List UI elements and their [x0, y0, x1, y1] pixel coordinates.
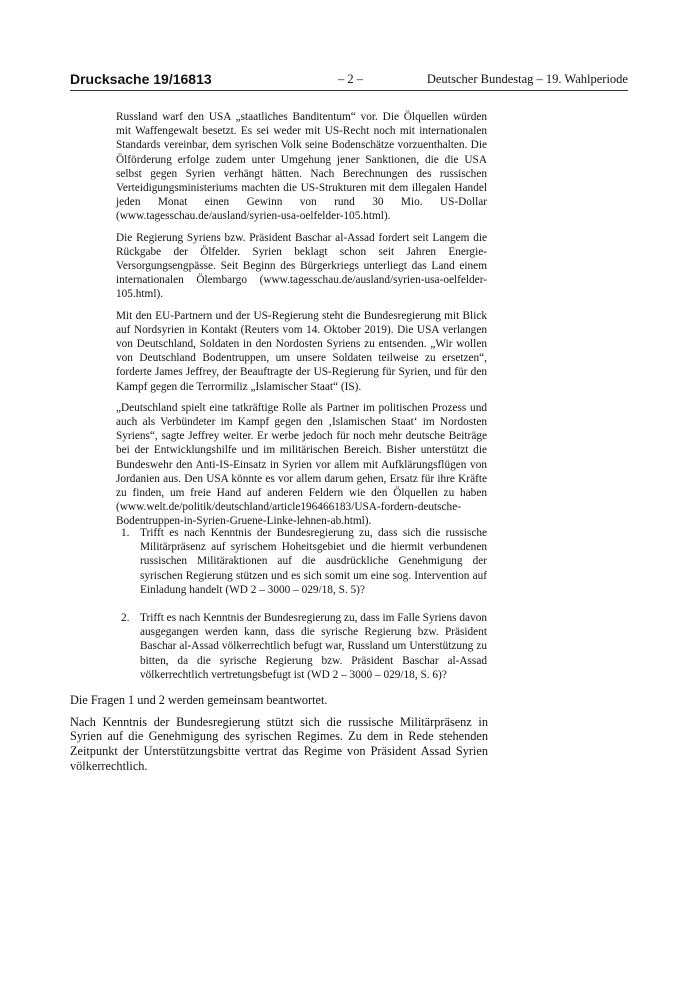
- preamble-paragraph: Russland warf den USA „staatliches Banditentum“ vor. Die Ölquellen würden mit Waffengewalt besetzt. Es sei weder mit US-Recht noch mit internationalen Standards vereinbar, dem syrischen Volk seine Bodenschätze vorzuenthalten. Die Ölförderung erfolge zudem unter Umgehung jener Sanktionen, die die USA selbst gegen Syrien verhängt hätten. Nach Berechnungen des russischen Verteidigungsministeriums machten die US-Strukturen mit dem illegalen Handel jeden Monat einen Gewinn von rund 30 Mio. US-Dollar (www.tagesschau.de/ausland/syrien-usa-oelfelder-105.html).: [116, 111, 487, 223]
- answer-paragraph: Die Fragen 1 und 2 werden gemeinsam beantwortet.: [70, 693, 328, 707]
- answer-section: [70, 693, 488, 781]
- page-number: – 2 –: [338, 72, 363, 86]
- preamble-paragraph: Mit den EU-Partnern und der US-Regierung steht die Bundesregierung mit Blick auf Nordsyrien in Kontakt (Reuters vom 14. Oktober 2019). Die USA verlangen von Deutschland, Soldaten in den Nordosten Syriens zu entsenden. „Wir wollen von Deutschland Bodentruppen, um unsere Soldaten teilweise zu ersetzen“, forderte James Jeffrey, der Beauftragte der US-Regierung für Syrien, und für den Kampf gegen die Terrormiliz „Islamischer Staat“ (IS).: [116, 309, 487, 393]
- question-item: [116, 611, 487, 682]
- question-number: 2.: [121, 612, 130, 625]
- question-number: 1.: [121, 527, 130, 539]
- document-number: [70, 71, 212, 87]
- institution-label: Deutscher Bundestag – 19. Wahlperiode: [426, 72, 628, 86]
- document-label: Drucksache 19/: [70, 71, 173, 87]
- question-list: [116, 526, 487, 696]
- answer-paragraph: Nach Kenntnis der Bundesregierung stützt sich die russische Militärpräsenz in Syrien auf die Genehmigung des syrischen Regimes. Zu dem in Rede stehenden Zeitpunkt der Unterstützungsbitte vertrat das Regime von Präsident Assad Syrien völkerrechtlich.: [70, 714, 488, 773]
- document-number-value: 16813: [172, 71, 212, 87]
- preamble-paragraph: „Deutschland spielt eine tatkräftige Rolle als Partner im politischen Prozess und auch als Verbündeter im Kampf gegen den ‚Islamischen Staat‘ im Nordosten Syriens“, sagte Jeffrey weiter. Er werbe jedoch für noch mehr deutsche Beiträge bei der Entwicklungshilfe und im militärischen Bereich. Bisher unterstützt die Bundeswehr den Anti-IS-Einsatz in Syrien vor allem mit Aufklärungsflügen von Jordanien aus. Den USA könnte es vor allem darum gehen, Ersatz für ihre Kräfte zu finden, um freie Hand auf anderen Feldern wie den Ölquellen zu haben (www.welt.de/politik/deutschland/article196466183/USA-fordern-deutsche-Bodentruppen-in-Syrien-Gruene-Linke-lehnen-ab.html).: [116, 401, 487, 528]
- header-rule: [70, 90, 628, 91]
- question-text: Trifft es nach Kenntnis der Bundesregierung zu, dass sich die russische Militärpräsenz auf syrischem Hoheitsgebiet und die hiermit verbundenen russischen Militäraktionen auf die ausdrückliche Genehmigung der syrischen Regierung stützen und es sich somit um eine sog. Intervention auf Einladung handelt (WD 2 – 3000 – 029/18, S. 5)?: [140, 527, 487, 596]
- question-text: Trifft es nach Kenntnis der Bundesregierung zu, dass im Falle Syriens davon ausgegangen werden kann, dass die syrische Regierung bzw. Präsident Baschar al-Assad völkerrechtlich befugt war, Russland um Unterstützung zu bitten, da die syrische Regierung bzw. Präsident Baschar al-Assad völkerrechtlich vertretungsbefugt ist (WD 2 – 3000 – 029/18, S. 6)?: [140, 612, 488, 681]
- page-header: [70, 71, 628, 89]
- preamble-paragraph: Die Regierung Syriens bzw. Präsident Baschar al-Assad fordert seit Langem die Rückgabe der Ölfelder. Syrien beklagt schon seit Jahren Energie-Versorgungsengpässe. Seit Beginn des Bürgerkriegs unterliegt das Land einem internationalen Ölembargo (www.tagesschau.de/ausland/syrien-usa-oelfelder-105.html).: [116, 231, 487, 301]
- question-item: [116, 526, 487, 597]
- question-preamble: [116, 110, 487, 536]
